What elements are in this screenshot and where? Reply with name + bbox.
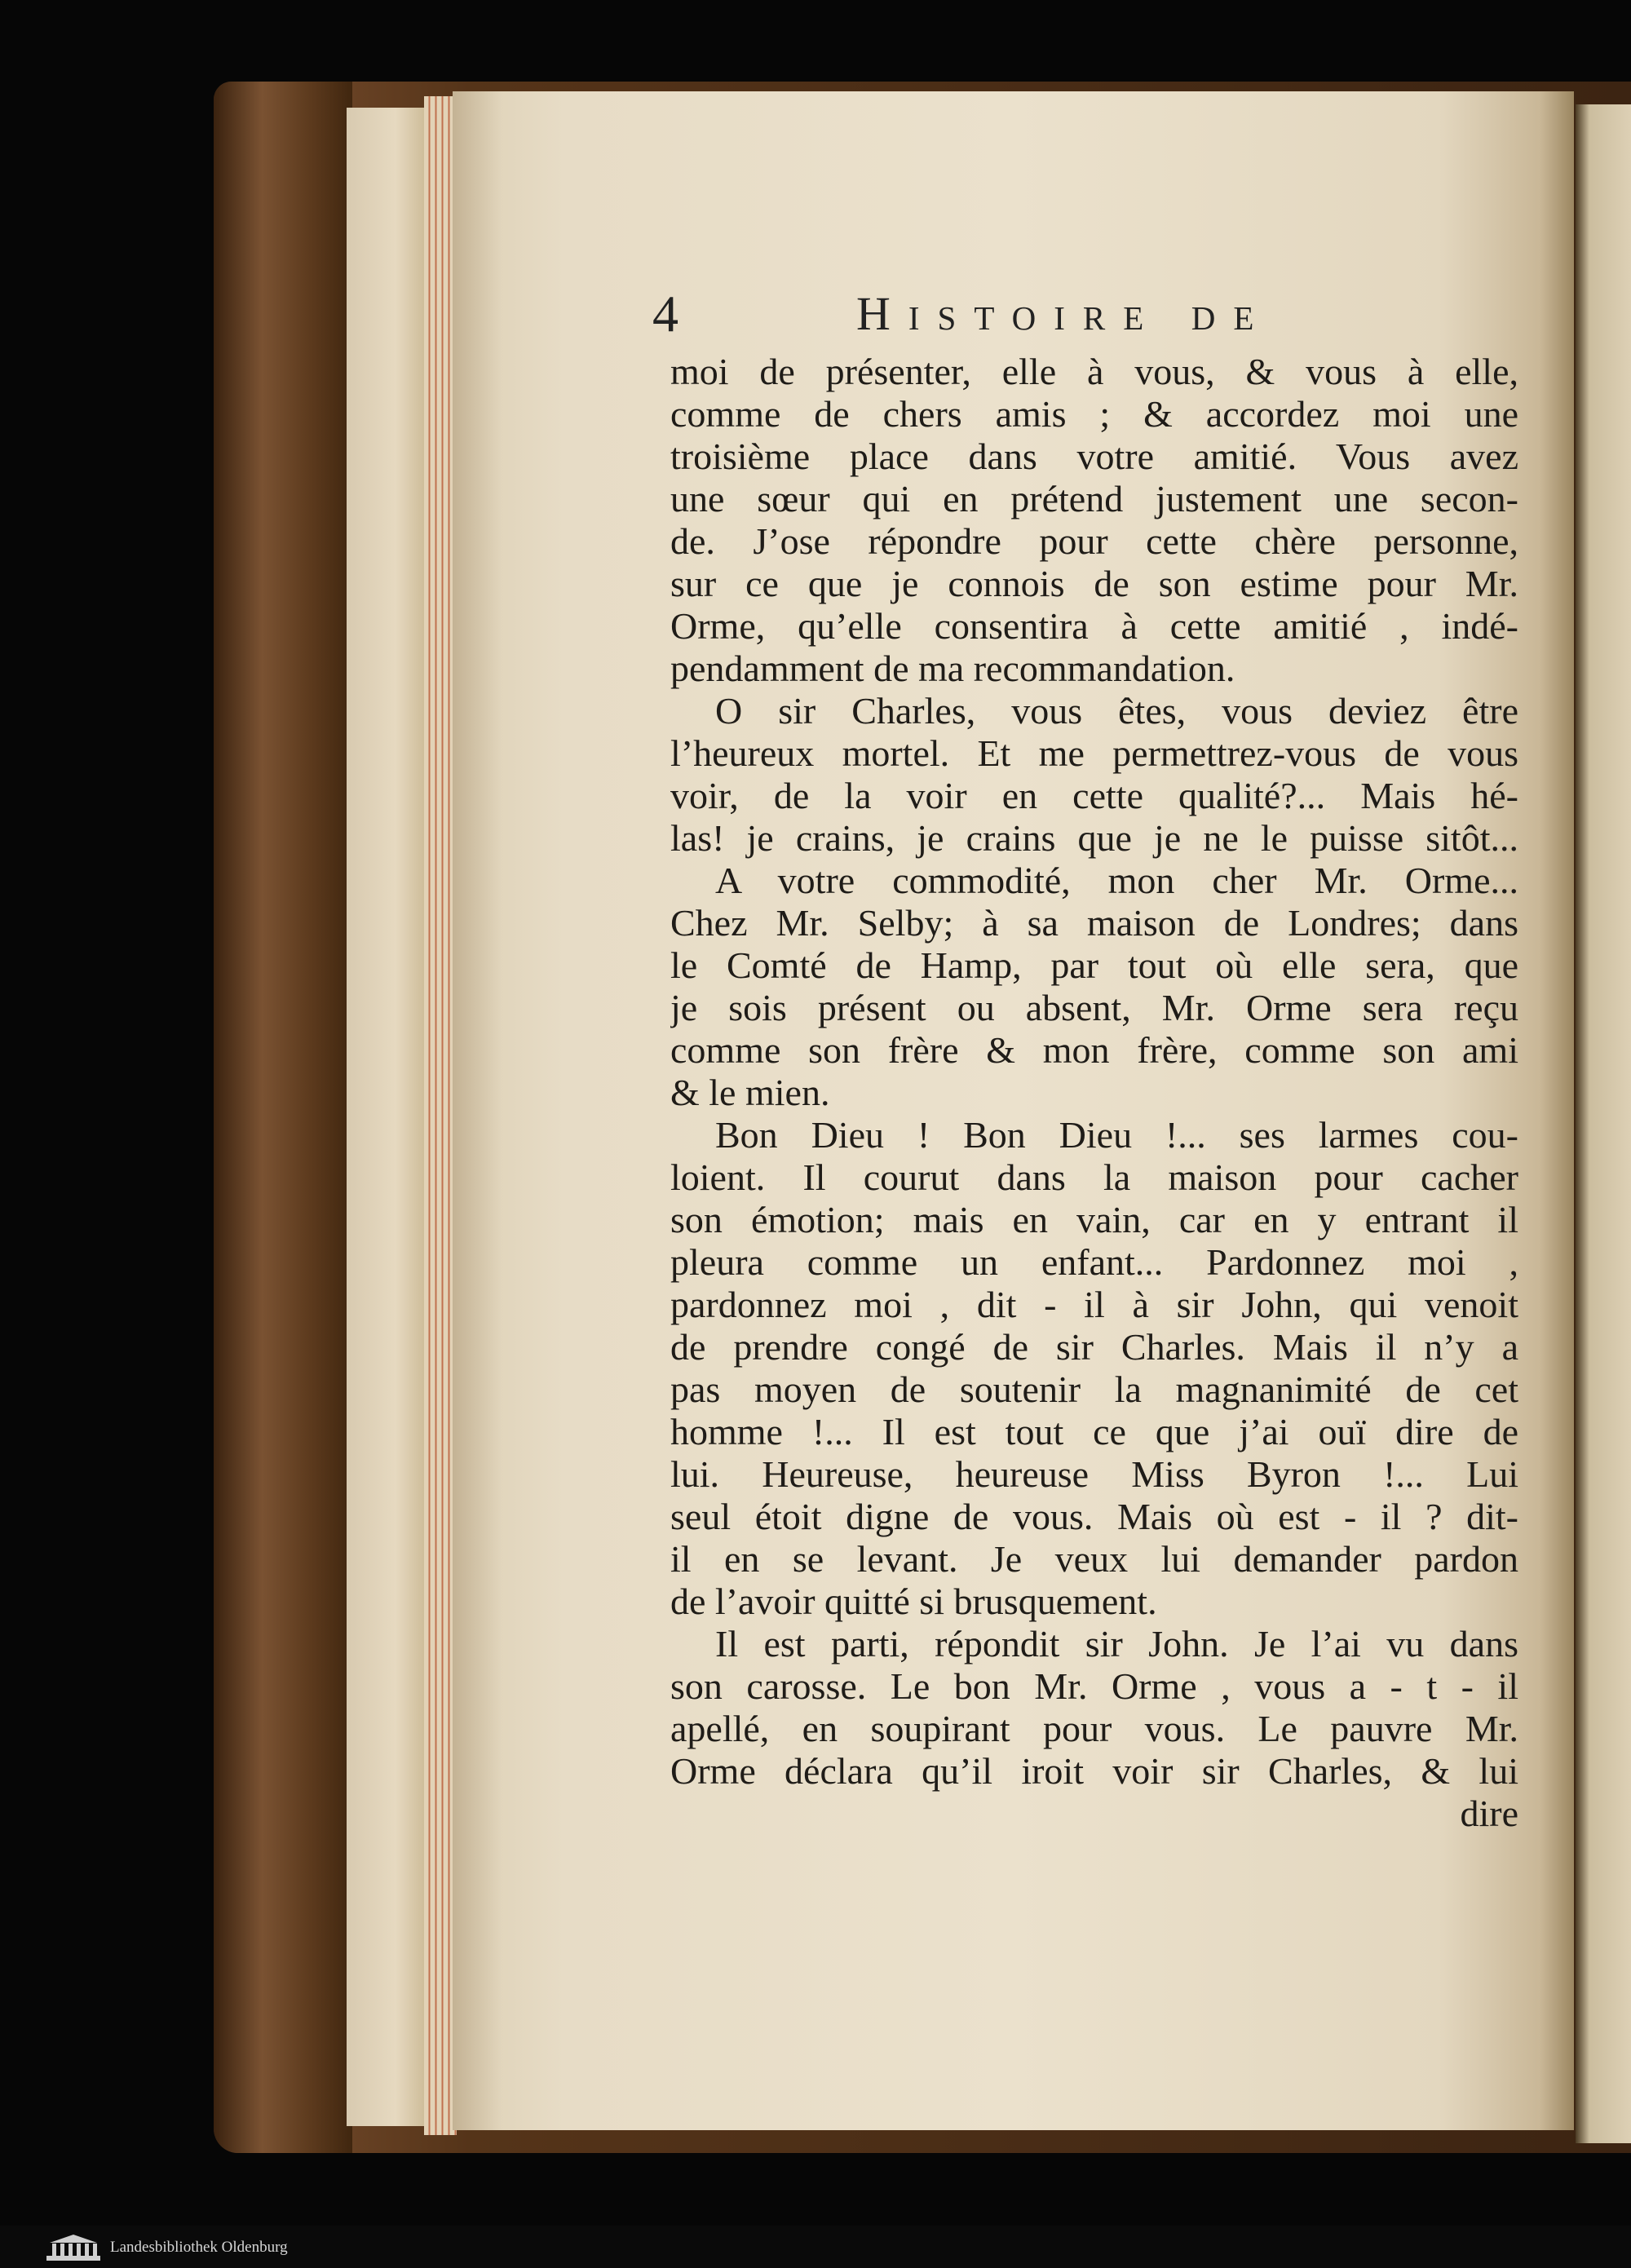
text-line: Orme, qu’elle consentira à cette amitié , indé- bbox=[670, 605, 1518, 647]
text-line: lui. Heureuse, heureuse Miss Byron !... Lui bbox=[670, 1453, 1518, 1495]
text-line: loient. Il courut dans la maison pour cacher bbox=[670, 1156, 1518, 1198]
text-line: homme !... Il est tout ce que j’ai ouï dire de bbox=[670, 1411, 1518, 1452]
text-line: Bon Dieu ! Bon Dieu !... ses larmes cou- bbox=[715, 1114, 1518, 1156]
running-head: Histoire de bbox=[856, 287, 1272, 340]
text-line: Chez Mr. Selby; à sa maison de Londres; dans bbox=[670, 902, 1518, 944]
cover-spine-edge bbox=[214, 82, 352, 2153]
text-line: pas moyen de soutenir la magnanimité de cet bbox=[670, 1368, 1518, 1410]
text-line: je sois présent ou absent, Mr. Orme sera reçu bbox=[670, 987, 1518, 1028]
text-line: seul étoit digne de vous. Mais où est - il ? dit- bbox=[670, 1496, 1518, 1537]
text-line: une sœur qui en prétend justement une secon- bbox=[670, 478, 1518, 519]
text-line: pendamment de ma recommandation. bbox=[670, 648, 1235, 689]
text-line: son émotion; mais en vain, car en y entrant il bbox=[670, 1199, 1518, 1240]
text-line: l’heureux mortel. Et me permettrez-vous de vous bbox=[670, 732, 1518, 774]
page-stack-edges bbox=[424, 96, 457, 2135]
text-line: & le mien. bbox=[670, 1072, 830, 1113]
library-name: Landesbibliothek Oldenburg bbox=[110, 2239, 288, 2256]
library-building-icon bbox=[45, 2231, 102, 2264]
text-line: sur ce que je connois de son estime pour Mr. bbox=[670, 563, 1518, 604]
text-line: de. J’ose répondre pour cette chère personne, bbox=[670, 520, 1518, 562]
text-line: son carosse. Le bon Mr. Orme , vous a - t - il bbox=[670, 1665, 1518, 1707]
text-line: voir, de la voir en cette qualité?... Mais hé- bbox=[670, 775, 1518, 816]
catchword: dire bbox=[1460, 1793, 1518, 1834]
body-text bbox=[670, 351, 1518, 1835]
text-line: Orme déclara qu’il iroit voir sir Charles, & lui bbox=[670, 1750, 1518, 1792]
text-line: comme de chers amis ; & accordez moi une bbox=[670, 393, 1518, 435]
text-line: de l’avoir quitté si brusquement. bbox=[670, 1581, 1157, 1622]
page-number: 4 bbox=[652, 285, 678, 343]
text-line: las! je crains, je crains que je ne le puisse sitôt... bbox=[670, 817, 1518, 859]
text-line: O sir Charles, vous êtes, vous deviez être bbox=[715, 690, 1518, 732]
text-line: comme son frère & mon frère, comme son ami bbox=[670, 1029, 1518, 1071]
facing-page-edge bbox=[1576, 104, 1631, 2143]
text-line: Il est parti, répondit sir John. Je l’ai vu dans bbox=[715, 1623, 1518, 1665]
text-line: A votre commodité, mon cher Mr. Orme... bbox=[715, 860, 1518, 901]
flyleaf-strip bbox=[347, 108, 428, 2126]
text-line: le Comté de Hamp, par tout où elle sera, que bbox=[670, 944, 1518, 986]
text-line: moi de présenter, elle à vous, & vous à elle, bbox=[670, 351, 1518, 392]
page-header bbox=[652, 277, 1549, 351]
text-line: pardonnez moi , dit - il à sir John, qui venoit bbox=[670, 1284, 1518, 1325]
text-line: de prendre congé de sir Charles. Mais il n’y a bbox=[670, 1326, 1518, 1368]
text-line: apellé, en soupirant pour vous. Le pauvre Mr. bbox=[670, 1708, 1518, 1749]
text-line: il en se levant. Je veux lui demander pardon bbox=[670, 1538, 1518, 1580]
text-line: pleura comme un enfant... Pardonnez moi , bbox=[670, 1241, 1518, 1283]
text-line: troisième place dans votre amitié. Vous avez bbox=[670, 435, 1518, 477]
page-gutter-shadow bbox=[453, 91, 502, 2130]
